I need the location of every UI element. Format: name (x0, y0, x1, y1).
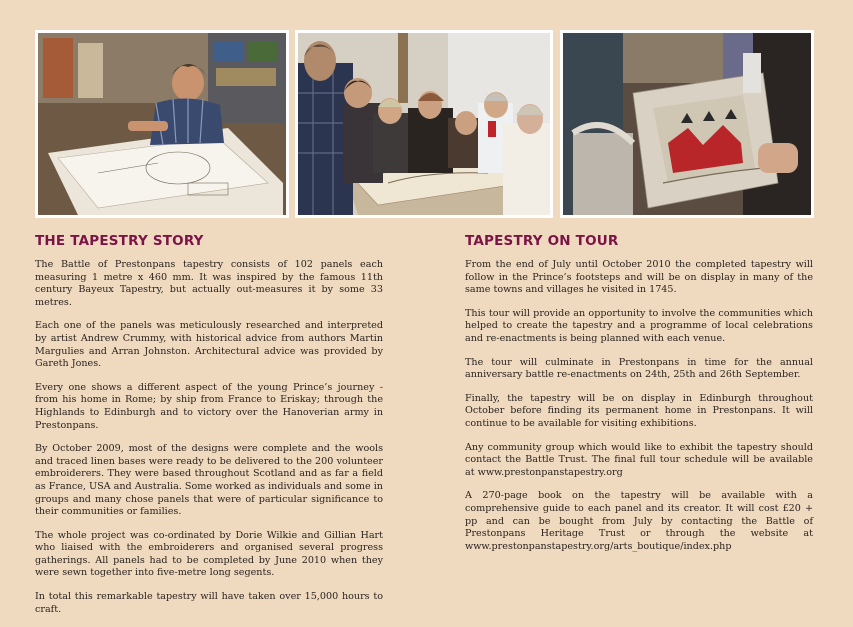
tapestry-tour-section (465, 233, 813, 564)
tapestry-tour-heading: TAPESTRY ON TOUR (465, 233, 619, 249)
story-paragraph: The whole project was co-ordinated by Dorie Wilkie and Gillian Hart who liaised with the embroiderers and organised several progress gatherings. All panels had to be completed by June 2010 when they were sewn together into five-metre long segents. (35, 529, 383, 579)
photo-embroiderers-group-image (298, 33, 550, 215)
tour-paragraph: This tour will provide an opportunity to involve the communities which helped to create the tapestry and a programme of local celebrations and re-enactments is being planned with each venue. (465, 307, 813, 344)
tapestry-story-section (35, 233, 383, 627)
tour-paragraph: The tour will culminate in Prestonpans in time for the annual anniversary battle re-enactments on 24th, 25th and 26th September. (465, 356, 813, 381)
story-paragraph: The Battle of Prestonpans tapestry consists of 102 panels each measuring 1 metre x 460 mm. It was inspired by the famous 11th century Bayeux Tapestry, but actually out-measures it by some 33 metres. (35, 259, 383, 308)
tour-paragraph: Finally, the tapestry will be on display in Edinburgh throughout October before finding its permanent home in Prestonpans. It will continue to be available for visiting exhibitions. (465, 392, 813, 429)
tour-paragraph: Any community group which would like to exhibit the tapestry should contact the Battle Trust. The final full tour schedule will be available at www.prestonpanstapestry.org (465, 441, 813, 478)
story-paragraph: Each one of the panels was meticulously researched and interpreted by artist Andrew Crummy, with historical advice from authors Martin Margulies and Arran Johnston. Architectural advice was provided by Gareth Jones. (35, 320, 383, 370)
tour-paragraph: A 270-page book on the tapestry will be available with a comprehensive guide to each panel and its creator. It will cost £20 + pp and can be bought from July by contacting the Battle of Prestonpans Heritage Trust or through the website at www.prestonpanstapestry.org/arts_boutique/index.php (465, 490, 813, 552)
story-paragraph: By October 2009, most of the designs were complete and the wools and traced linen bases were ready to be delivered to the 200 volunteer embroiderers. They were based throughout Scotland and as far a field as France, USA and Australia. Some worked as individuals and some in groups and many chose panels that were of particular significance to their communities or families. (35, 443, 383, 518)
photo-tapestry-panel-image (563, 33, 811, 215)
photo-artist-drawing (35, 30, 289, 218)
story-paragraph: Every one shows a different aspect of the young Prince’s journey - from his home in Rome; by ship from France to Eriskay; through the Highlands to Edinburgh and to victory over the Hanoverian army in Prestonpans. (35, 381, 383, 431)
photo-embroiderers-group (295, 30, 553, 218)
photo-artist-drawing-image (38, 33, 286, 215)
story-paragraph: In total this remarkable tapestry will have taken over 15,000 hours to craft. (35, 591, 383, 615)
photo-tapestry-panel (560, 30, 814, 218)
tour-paragraph: From the end of July until October 2010 the completed tapestry will follow in the Prince’s footsteps and will be on display in many of the same towns and villages he visited in 1745. (465, 259, 813, 296)
tapestry-story-heading: THE TAPESTRY STORY (35, 233, 204, 249)
